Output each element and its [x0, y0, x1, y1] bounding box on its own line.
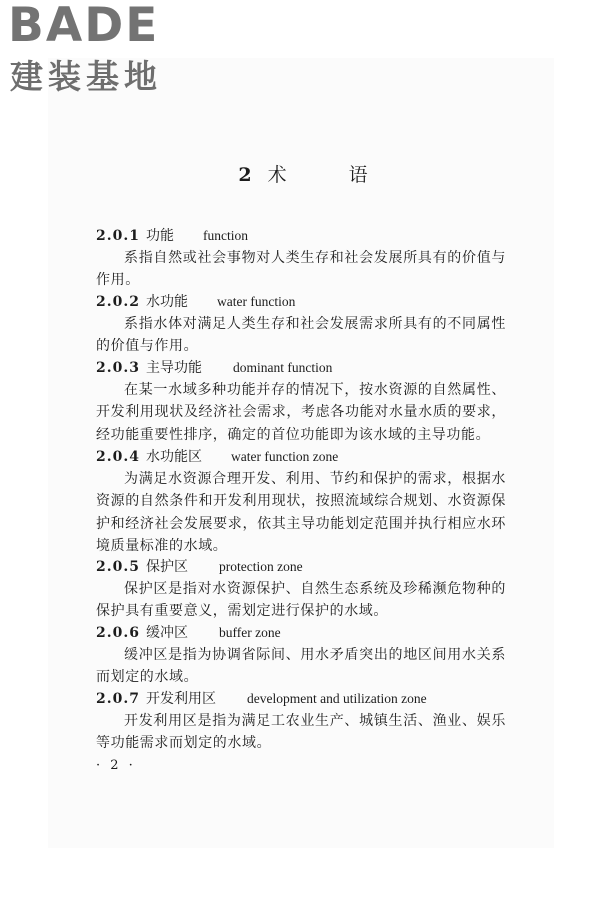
term-english: water function zone	[231, 449, 339, 464]
term-chinese: 水功能区	[146, 449, 202, 465]
term-chinese: 功能	[146, 228, 174, 244]
term-definition: 在某一水域多种功能并存的情况下，按水资源的自然属性、开发利用现状及经济社会需求，考虑各功能对水量水质的要求，经功能重要性排序，确定的首位功能即为该水域的主导功能。	[96, 382, 506, 443]
term-english: water function	[217, 294, 296, 309]
term-chinese: 水功能	[146, 294, 188, 310]
term-definition: 系指自然或社会事物对人类生存和社会发展所具有的价值与作用。	[96, 250, 506, 289]
chapter-title-text: 术 语	[267, 164, 396, 186]
chapter-number: 2	[238, 164, 254, 186]
term-number: 2.0.7	[96, 691, 140, 707]
term-definition: 系指水体对满足人类生存和社会发展需求所具有的不同属性的价值与作用。	[96, 316, 506, 355]
term-english: dominant function	[233, 360, 333, 375]
term-chinese: 主导功能	[146, 360, 202, 376]
page-content	[96, 0, 506, 900]
term-definition: 开发利用区是指为满足工农业生产、城镇生活、渔业、娱乐等功能需求而划定的水域。	[96, 713, 506, 752]
term-number: 2.0.1	[96, 228, 140, 244]
term-number: 2.0.5	[96, 559, 140, 575]
term-number: 2.0.2	[96, 294, 140, 310]
term-heading	[96, 291, 506, 313]
term-number: 2.0.3	[96, 360, 140, 376]
term-heading	[96, 357, 506, 379]
term-definition: 保护区是指对水资源保护、自然生态系统及珍稀濒危物种的保护具有重要意义，需划定进行保护的水域。	[96, 581, 506, 620]
term-entry	[96, 446, 506, 558]
term-chinese: 保护区	[146, 559, 188, 575]
term-entry	[96, 622, 506, 689]
term-heading	[96, 622, 506, 644]
term-entry	[96, 225, 506, 292]
term-heading	[96, 688, 506, 710]
chapter-title	[112, 160, 522, 187]
term-entry	[96, 556, 506, 623]
term-chinese: 缓冲区	[146, 625, 188, 641]
term-english: protection zone	[219, 559, 303, 574]
term-entry	[96, 688, 506, 755]
term-heading	[96, 225, 506, 247]
term-english: buffer zone	[219, 625, 281, 640]
term-chinese: 开发利用区	[146, 691, 216, 707]
term-english: development and utilization zone	[247, 691, 427, 706]
page-number: · 2 ·	[96, 758, 136, 773]
term-heading	[96, 556, 506, 578]
term-definition: 缓冲区是指为协调省际间、用水矛盾突出的地区间用水关系而划定的水域。	[96, 647, 506, 686]
logo-brand-text: BADE	[8, 0, 160, 53]
term-entry	[96, 291, 506, 358]
logo-subtitle-text: 建装基地	[10, 57, 162, 96]
term-number: 2.0.6	[96, 625, 140, 641]
term-number: 2.0.4	[96, 449, 140, 465]
term-definition: 为满足水资源合理开发、利用、节约和保护的需求，根据水资源的自然条件和开发利用现状，按照流域综合规划、水资源保护和经济社会发展要求，依其主导功能划定范围并执行相应水环境质量标准的水域。	[96, 471, 506, 555]
term-entry	[96, 357, 506, 446]
term-english: function	[203, 228, 248, 243]
term-heading	[96, 446, 506, 468]
